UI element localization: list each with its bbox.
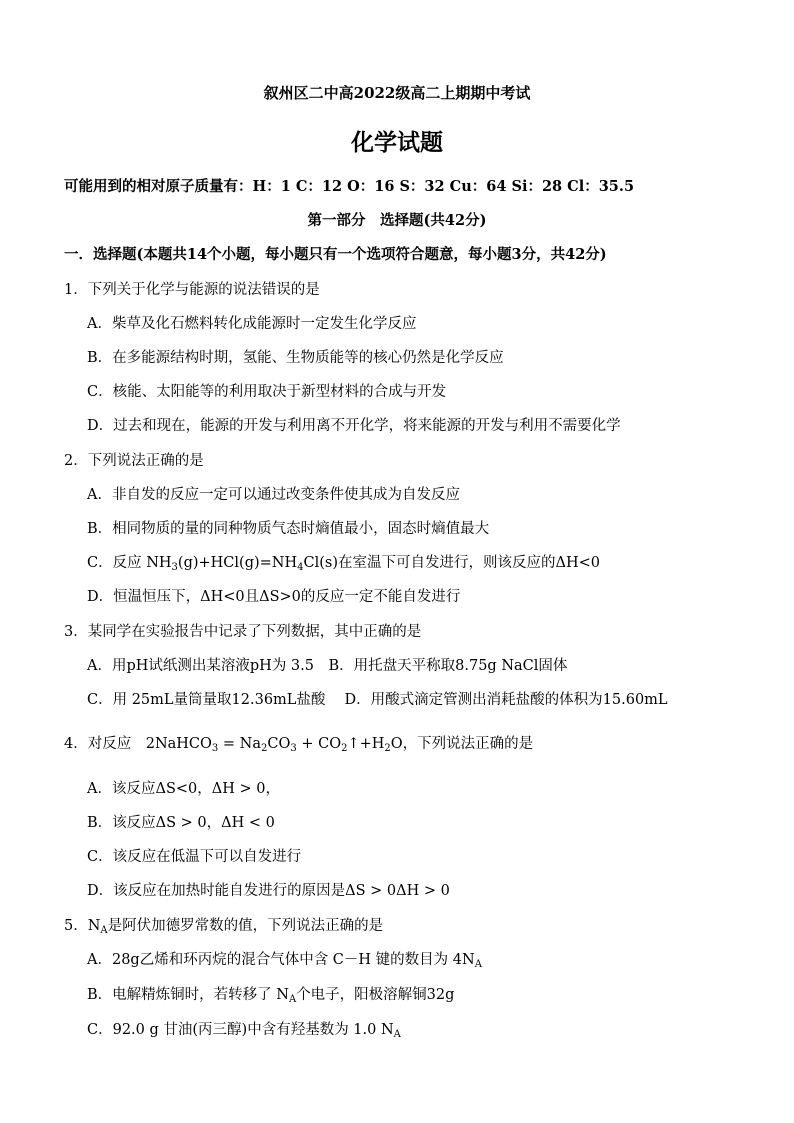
- part-title: 第一部分 选择题(共42分): [307, 212, 487, 229]
- question-5-stem: 5．$N_A$是阿伏加德罗常数的值，下列说法正确的是: [64, 918, 384, 936]
- question-1-stem: 1．下列关于化学与能源的说法错误的是: [64, 282, 320, 298]
- question-1-option-b: B．在多能源结构时期，氢能、生物质能等的核心仍然是化学反应: [87, 350, 504, 366]
- question-5-option-a: A．28g乙烯和环丙烷的混合气体中含 C－H 键的数目为 $4N_A$: [87, 952, 482, 970]
- question-2-option-a: A．非自发的反应一定可以通过改变条件使其成为自发反应: [87, 487, 460, 503]
- school-title: 叙州区二中高2022级高二上期期中考试: [263, 84, 531, 102]
- question-1-option-a: A．柴草及化石燃料转化成能源时一定发生化学反应: [87, 316, 417, 332]
- question-2-stem: 2．下列说法正确的是: [64, 453, 204, 469]
- question-4-option-d: D．该反应在加热时能自发进行的原因是ΔS > 0ΔH > 0: [87, 883, 450, 899]
- question-4-stem: 4．对反应 2NaHCO$_3$ = $Na_2CO_3$ + $CO_2↑+H_2O$，下列说法正确的是: [64, 736, 534, 754]
- question-2-option-d: D．恒温恒压下，ΔH<0且ΔS>0的反应一定不能自发进行: [87, 589, 461, 605]
- question-3-stem: 3．某同学在实验报告中记录了下列数据，其中正确的是: [64, 624, 422, 640]
- question-5-option-b: B．电解精炼铜时，若转移了 $N_A$个电子，阳极溶解铜32g: [87, 987, 455, 1005]
- question-5-option-c: C．92.0 g 甘油(丙三醇)中含有羟基数为 1.0 $N_A$: [87, 1022, 401, 1040]
- subject-title: 化学试题: [351, 129, 443, 156]
- question-4-option-c: C．该反应在低温下可以自发进行: [87, 849, 302, 865]
- question-3-options-ab: A．用pH试纸测出某溶液pH为 3.5 B．用托盘天平称取8.75g NaCl固体: [87, 658, 568, 674]
- question-1-option-c: C．核能、太阳能等的利用取决于新型材料的合成与开发: [87, 384, 447, 400]
- question-4-option-b: B．该反应ΔS > 0，ΔH < 0: [87, 815, 275, 831]
- question-3-options-cd: C．用 25mL量筒量取12.36mL盐酸 D．用酸式滴定管测出消耗盐酸的体积为15.60mL: [87, 692, 668, 708]
- section-instruction: 一．选择题(本题共14个小题，每小题只有一个选项符合题意，每小题3分，共42分): [64, 246, 607, 263]
- question-2-option-b: B．相同物质的量的同种物质气态时熵值最小，固态时熵值最大: [87, 521, 490, 537]
- question-2-option-c: C．反应 $NH_3(g)+HCl(g)=NH_4Cl(s)$在室温下可自发进行，则该反应的ΔH<0: [87, 555, 600, 573]
- question-4-option-a: A．该反应ΔS<0，ΔH > 0，: [87, 781, 280, 797]
- atomic-masses: 可能用到的相对原子质量有：H：1 C：12 O：16 S：32 Cu：64 Si：28 Cl：35.5: [64, 178, 635, 195]
- question-1-option-d: D．过去和现在，能源的开发与利用离不开化学，将来能源的开发与利用不需要化学: [87, 418, 621, 434]
